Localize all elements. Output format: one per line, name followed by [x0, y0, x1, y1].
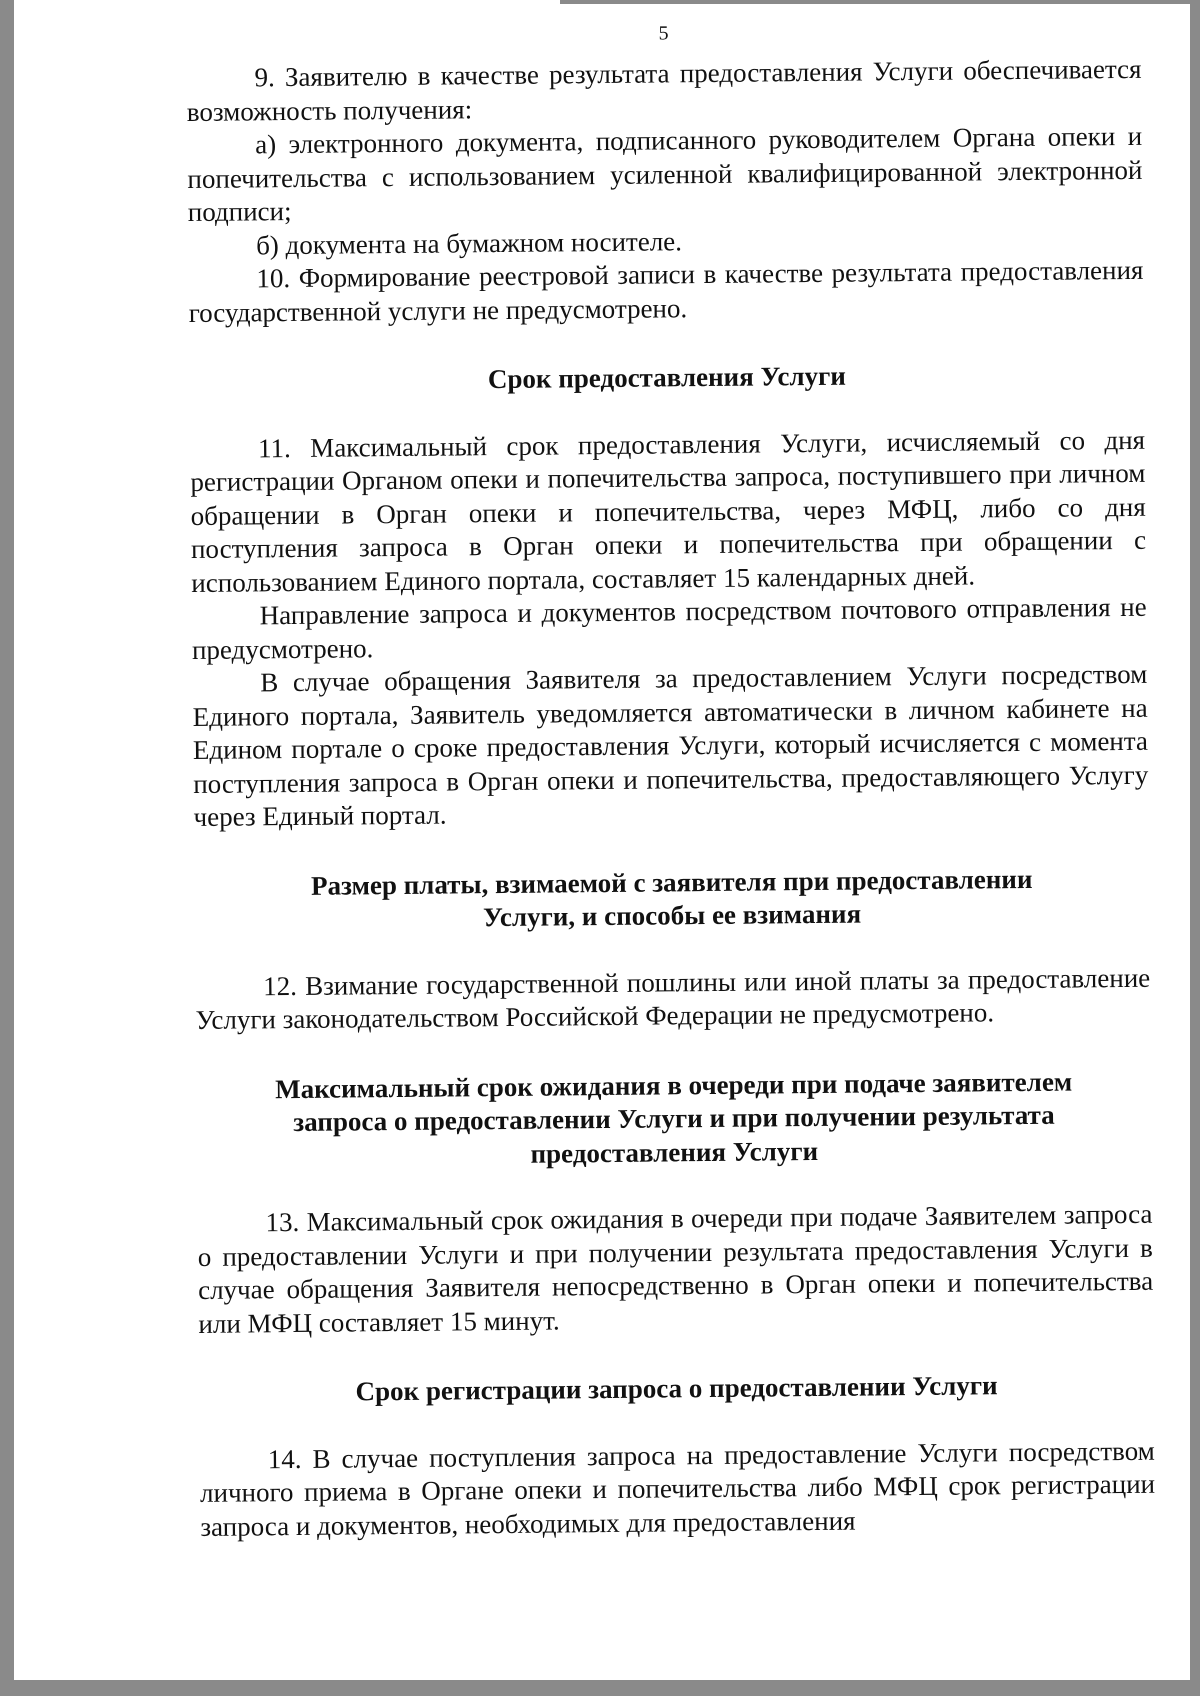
section-heading-registration: Срок регистрации запроса о предоставлении Услуги	[355, 1370, 998, 1407]
scan-border-right	[1190, 0, 1200, 1696]
scan-border-left	[0, 0, 14, 1696]
paragraph-9: 9. Заявителю в качестве результата предоставления Услуги обеспечивается возможность получения:	[186, 53, 1142, 127]
section-heading-service-term: Срок предоставления Услуги	[487, 360, 846, 395]
paragraph-11-mail: Направление запроса и документов посредством почтового отправления не предусмотрено.	[191, 591, 1147, 665]
paragraph-11: 11. Максимальный срок предоставления Услуги, исчисляемый со дня регистрации Органом опеки и попечительства запроса, поступившего при личном обращении в Орган опеки и попечительства, через МФЦ, либо со дня поступления запроса в Орган опеки и попечительства при обращении с использованием Единого портала, составляет 15 календарных дней.	[190, 424, 1147, 598]
scan-border-bottom	[0, 1680, 1200, 1696]
scan-border-top	[560, 0, 1200, 4]
paragraph-12: 12. Взимание государственной пошлины или иной платы за предоставление Услуги законодательством Российской Федерации не предусмотрено.	[195, 962, 1151, 1035]
paragraph-11-portal: В случае обращения Заявителя за предоставлением Услуги посредством Единого портала, Заявитель уведомляется автоматически в личном кабинете на Едином портале о сроке предоставления Услуги, который исчисляется с момента поступления запроса в Орган опеки и попечительства, предоставляющего Услугу через Единый портал.	[192, 658, 1149, 832]
page-number: 5	[658, 22, 669, 45]
paragraph-9a: а) электронного документа, подписанного руководителем Органа опеки и попечительства с использованием усиленной квалифицированной электронной подписи;	[187, 120, 1143, 227]
paragraph-9b: б) документа на бумажном носителе.	[255, 225, 683, 260]
section-heading-queue-line3: предоставления Услуги	[530, 1135, 819, 1169]
paragraph-14: 14. В случае поступления запроса на предоставление Услуги посредством личного приема в Органе опеки и попечительства либо МФЦ срок регистрации запроса и документов, необходимых для предоставления	[199, 1435, 1156, 1542]
document-body	[186, 17, 1156, 1544]
section-heading-queue-line2: запроса о предоставлении Услуги и при получении результата	[293, 1099, 1055, 1138]
section-heading-queue-line1: Максимальный срок ожидания в очереди при подаче заявителем	[274, 1066, 1073, 1104]
section-heading-queue	[196, 1064, 1152, 1174]
paragraph-13: 13. Максимальный срок ожидания в очереди при подаче Заявителем запроса о предоставлении Услуги и при получении результата предоставления Услуги в случае обращения Заявителя непосредственно в Орган опеки и попечительства или МФЦ составляет 15 минут.	[197, 1198, 1154, 1339]
section-heading-fee-line2: Услуги, и способы ее взимания	[482, 898, 862, 933]
paragraph-10: 10. Формирование реестровой записи в качестве результата предоставления государственной услуги не предусмотрено.	[188, 254, 1144, 328]
section-heading-fee-line1: Размер платы, взимаемой с заявителя при предоставлении	[310, 863, 1033, 901]
section-heading-fee	[194, 861, 1150, 937]
